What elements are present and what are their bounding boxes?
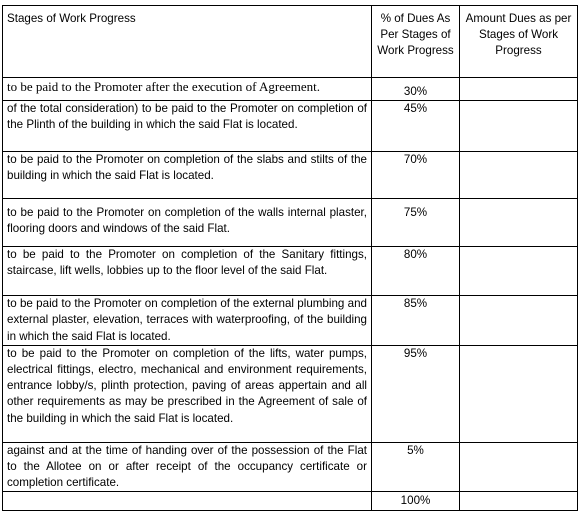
total-percent-cell: 100%: [372, 492, 460, 510]
amount-cell: [460, 442, 578, 492]
table-row: [3, 101, 578, 152]
percent-cell: 80%: [372, 247, 460, 296]
percent-cell: 30%: [372, 78, 460, 101]
header-percent: % of Dues As Per Stages of Work Progress: [372, 6, 460, 78]
amount-cell: [460, 247, 578, 296]
table-row: [3, 152, 578, 199]
table-row: [3, 78, 578, 101]
amount-cell: [460, 199, 578, 247]
table-header-row: [3, 6, 578, 78]
percent-cell: 75%: [372, 199, 460, 247]
amount-cell: [460, 101, 578, 152]
stage-cell: to be paid to the Promoter on completion of the walls internal plaster, flooring doors and windows of the said Flat.: [3, 199, 372, 247]
amount-cell: [460, 152, 578, 199]
percent-cell: 45%: [372, 101, 460, 152]
percent-cell: 85%: [372, 296, 460, 346]
header-stage: Stages of Work Progress: [3, 6, 372, 78]
total-amount-cell: [460, 492, 578, 510]
stage-cell: of the total consideration) to be paid to the Promoter on completion of the Plinth of the building in which the said Flat is located.: [3, 101, 372, 152]
total-stage-cell: [3, 492, 372, 510]
table-row: [3, 296, 578, 346]
table-row: [3, 345, 578, 442]
percent-cell: 70%: [372, 152, 460, 199]
amount-cell: [460, 296, 578, 346]
stage-cell: to be paid to the Promoter on completion of the slabs and stilts of the building in which the said Flat is located.: [3, 152, 372, 199]
table-row: [3, 442, 578, 492]
table-row: [3, 247, 578, 296]
stage-cell: to be paid to the Promoter on completion of the Sanitary fittings, staircase, lift wells, lobbies up to the floor level of the said Flat.: [3, 247, 372, 296]
total-row: [3, 492, 578, 510]
stage-cell: against and at the time of handing over of the possession of the Flat to the Allotee on or after receipt of the occupancy certificate or completion certificate.: [3, 442, 372, 492]
percent-cell: 95%: [372, 345, 460, 442]
stage-cell: to be paid to the Promoter after the execution of Agreement.: [3, 78, 372, 101]
percent-cell: 5%: [372, 442, 460, 492]
header-amount: Amount Dues as per Stages of Work Progress: [460, 6, 578, 78]
table-row: [3, 199, 578, 247]
amount-cell: [460, 345, 578, 442]
amount-cell: [460, 78, 578, 101]
stage-cell: to be paid to the Promoter on completion of the lifts, water pumps, electrical fittings, electro, mechanical and environment requirements, entrance lobby/s, plinth protection, paving of areas appertain and all other requirements as may be prescribed in the Agreement of sale of the building in which the said Flat is located.: [3, 345, 372, 442]
stage-cell: to be paid to the Promoter on completion of the external plumbing and external plaster, elevation, terraces with waterproofing, of the building in which the said Flat is located.: [3, 296, 372, 346]
payment-schedule-table: [2, 5, 578, 511]
